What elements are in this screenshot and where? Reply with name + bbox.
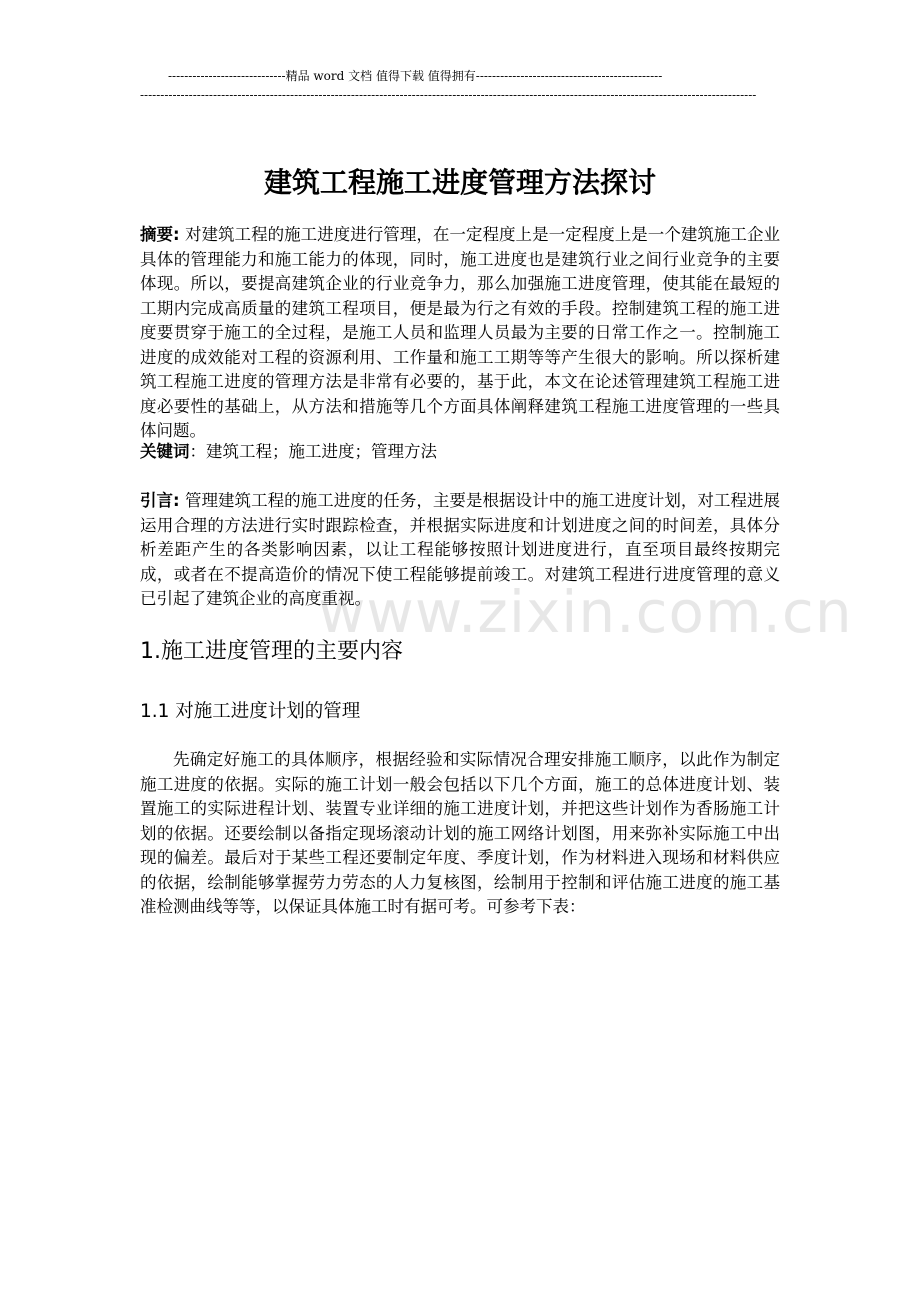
intro-text: 管理建筑工程的施工进度的任务，主要是根据设计中的施工进度计划，对工程进展运用合理的方法进行实时跟踪检查，并根据实际进度和计划进度之间的时间差，具体分析差距产生的各类影响因素，以让工程能够按照计划进度进行，直至项目最终按期完成，或者在不提高造价的情况下使工程能够提前竣工。对建筑工程进行进度管理的意义已引起了建筑企业的高度重视。: [140, 491, 780, 608]
section-heading: 1.施工进度管理的主要内容: [140, 639, 403, 664]
subsection-heading: 1.1 对施工进度计划的管理: [140, 701, 361, 722]
abstract-label: 摘要:: [140, 225, 180, 244]
intro-label: 引言:: [140, 491, 180, 510]
subsection-body: 先确定好施工的具体顺序，根据经验和实际情况合理安排施工顺序，以此作为制定施工进度的依据。实际的施工计划一般会包括以下几个方面，施工的总体进度计划、装置施工的实际进程计划、装置专业详细的施工进度计划，并把这些计划作为香肠施工计划的依据。还要绘制以备指定现场滚动计划的施工网络计划图，用来弥补实际施工中出现的偏差。最后对于某些工程还要制定年度、季度计划，作为材料进入现场和材料供应的依据，绘制能够掌握劳力劳态的人力复核图，绘制用于控制和评估施工进度的施工基准检测曲线等等，以保证具体施工时有据可考。可参考下表：: [140, 750, 780, 916]
abstract-text: 对建筑工程的施工进度进行管理，在一定程度上是一定程度上是一个建筑施工企业具体的管理能力和施工能力的体现，同时，施工进度也是建筑行业之间行业竞争的主要体现。所以，要提高建筑企业的行业竞争力，那么加强施工进度管理，使其能在最短的工期内完成高质量的建筑工程项目，便是最为行之有效的手段。控制建筑工程的施工进度要贯穿于施工的全过程，是施工人员和监理人员最为主要的日常工作之一。控制施工进度的成效能对工程的资源利用、工作量和施工工期等等产生很大的影响。所以探析建筑工程施工进度的管理方法是非常有必要的，基于此，本文在论述管理建筑工程施工进度必要性的基础上，从方法和措施等几个方面具体阐释建筑工程施工进度管理的一些具体问题。: [140, 225, 780, 440]
watermark: www.zixin.com.cn: [318, 578, 853, 646]
keywords-label: 关键词: [140, 442, 190, 461]
keywords-paragraph: [140, 440, 780, 465]
header-banner: -----------------------------精品 word 文档 值得下载 值得拥有----------------------------------------------: [168, 69, 663, 83]
keywords-text: ：建筑工程；施工进度；管理方法: [189, 442, 437, 461]
header-divider: --------------------------------------------------------------------------------------------------------------------------------------------------------: [140, 88, 757, 102]
document-title: 建筑工程施工进度管理方法探讨: [263, 166, 656, 199]
abstract-paragraph: [140, 223, 780, 444]
